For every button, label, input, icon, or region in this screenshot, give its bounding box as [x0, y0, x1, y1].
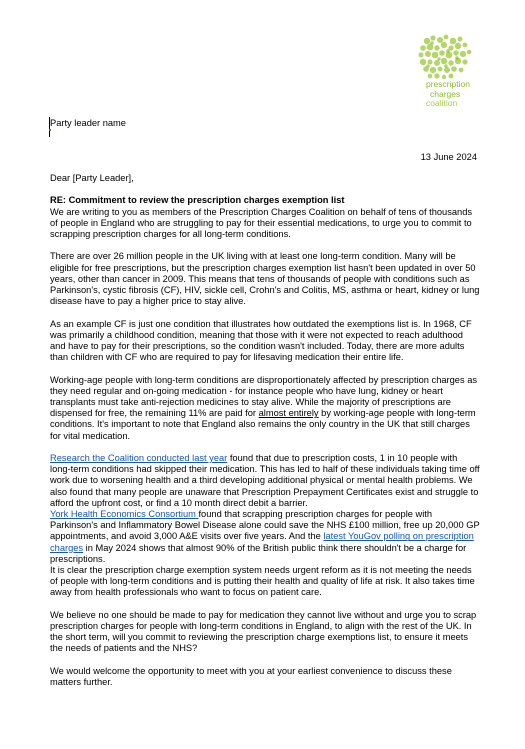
- yougov-polling-link[interactable]: latest YouGov polling on prescription charges: [50, 531, 474, 553]
- paragraph-4-text-b: by working-age people with long-term conditions. It's important to note that England also remains the only country in the UK that still charges for vital medication.: [50, 408, 476, 441]
- salutation: Dear [Party Leader],: [50, 173, 134, 183]
- paragraph-4-underlined: almost entirely: [258, 408, 319, 419]
- logo-wordmark: [426, 80, 470, 109]
- logo-line-1: prescription: [426, 79, 470, 89]
- paragraph-9: We would welcome the opportunity to meet with you at your earliest convenience to discuss these matters further.: [50, 665, 452, 688]
- york-health-economics-link[interactable]: York Health Economics Consortium: [50, 509, 199, 520]
- paragraph-6-text-a: found that scrapping prescription charges for people with Parkinson's and Inflammatory Bowel Disease alone could save the NHS £100 million, free up 20,000 GP appointments, and avoid 3,000 A&E visits over five years. And the: [50, 509, 480, 542]
- subject-line: RE: Commitment to review the prescription charges exemption list: [50, 195, 345, 206]
- letter-date: 13 June 2024: [420, 152, 477, 162]
- paragraph-2: There are over 26 million people in the UK living with at least one long-term condition. Many will be eligible for free prescriptions, but the prescription charges exemption list hasn't been updated in over 50 years, other than cancer in 2009. This means that tens of thousands of people with conditions such as Parkinson's, cystic fibrosis (CF), HIV, sickle cell, Crohn's and Colitis, MS, asthma or heart, kidney or lung disease have to pay a higher price to stay alive.: [50, 251, 480, 307]
- paragraph-3: As an example CF is just one condition that illustrates how outdated the exemptions list is. In 1968, CF was primarily a childhood condition, meaning that those with it were not expected to reach adulthood and have to pay for their prescriptions, so the condition wasn't included. Today, there are more adults than children with CF who are required to pay for lifesaving medication their entire life.: [50, 318, 472, 363]
- research-link[interactable]: Research the Coalition conducted last year: [50, 453, 228, 463]
- paragraph-8: We believe no one should be made to pay for medication they cannot live without and urge you to scrap prescription charges for people with long-term conditions in England, to align with the rest of the UK. In the short term, will you commit to reviewing the prescription charge exemptions list, to ensure it meets the needs of patients and the NHS?: [50, 609, 477, 654]
- paragraph-6-text-b: in May 2024 shows that almost 90% of the British public think there shouldn't be a charge for prescriptions.: [50, 542, 467, 564]
- paragraph-5: [50, 453, 480, 509]
- prescription-charges-coalition-logo: [413, 33, 479, 107]
- paragraph-6: [50, 509, 480, 565]
- recipient-name[interactable]: Party leader name: [50, 118, 126, 128]
- paragraph-4: [50, 375, 480, 442]
- paragraph-7: It is clear the prescription charge exemption system needs urgent reform as it is not meeting the needs of people with long-term conditions and is putting their health and quality of life at risk. It also takes time away from health professionals who want to focus on patient care.: [50, 565, 475, 598]
- logo-line-2: charges: [430, 88, 461, 99]
- paragraph-1: We are writing to you as members of the Prescription Charges Coalition on behalf of tens of thousands of people in England who are struggling to pay for their essential medications, to urge you to commit to scrapping prescription charges for all long-term conditions.: [50, 206, 473, 239]
- letter-body: [50, 173, 480, 688]
- logo-line-3: coalition: [426, 98, 458, 108]
- paragraph-4-text-a: Working-age people with long-term conditions are disproportionately affected by prescription charges as they need regular and on-going medication - for instance people who have lung, kidney or heart transplants must take anti-rejection medicines to stay alive. While the majority of prescriptions are dispensed for free, the remaining 11% are paid for: [50, 374, 478, 419]
- paragraph-5-text: found that due to prescription costs, 1 in 10 people with long-term conditions had skipped their medication. This has led to half of these individuals taking time off work due to worsening health and a third developing additional physical or mental health problems. We also found that many people are unaware that Prescription Prepayment Certificates exist and struggle to afford the upfront cost, or find a 10 month direct debit a barrier.: [50, 453, 480, 508]
